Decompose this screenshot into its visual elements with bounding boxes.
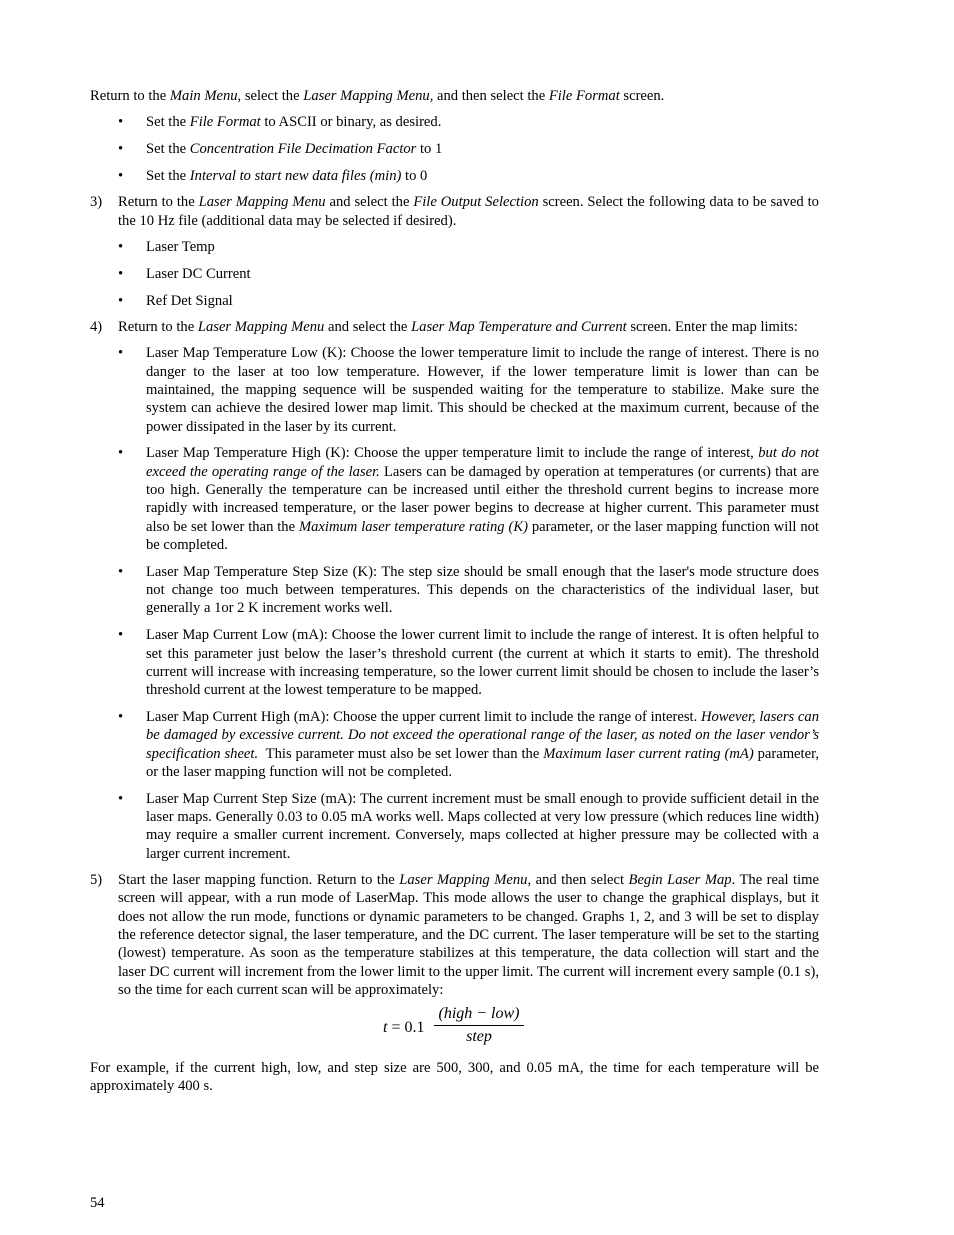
page-number: 54 [90,1195,105,1211]
bullet-icon: • [118,445,124,462]
step-text: Return to the [118,319,198,336]
step-number: 4) [90,319,103,336]
list-item [90,238,819,256]
bullet-text: to ASCII or binary, as desired. [260,114,442,131]
closing-paragraph: For example, if the current high, low, and step size are 500, 300, and 0.05 mA, the time for each temperature will be approximately 400 s. [90,1060,819,1095]
current-low-text: Laser Map Current Low (mA): Choose the lower current limit to include the range of interest. It is often helpful to set this parameter just below the laser’s threshold current (the current at which it starts to emit). The threshold current will increase with increasing temperature, so the lower current limit should be chosen to include the laser’s threshold current at the lowest temperature to be mapped. [146,627,819,699]
bullet-icon: • [118,265,124,282]
bullet-icon: • [118,238,124,255]
list-item [90,113,819,131]
fraction [434,1005,524,1047]
list-item [90,444,819,554]
bullet-icon: • [118,114,124,131]
step-3-text [118,193,819,230]
bullet-icon: • [118,168,124,185]
intro-text-4: screen. [619,88,665,104]
file-format-bullets [90,113,819,185]
list-item [90,167,819,185]
laser-mapping-menu-ref: Laser Mapping Menu [197,319,325,336]
step-text: Start the laser mapping function. Return to the [118,872,400,889]
bullet-text: Set the [146,114,190,131]
step-text: screen. Select the following data to be saved to the 10 Hz file (additional data may be selected if desired). [118,194,819,229]
step-text: screen. Enter the map limits: [626,319,798,336]
step-text: , and then select [527,872,629,889]
bullet-text: Ref Det Signal [146,292,233,309]
list-item [90,292,819,310]
bullet-text: Laser DC Current [146,265,251,282]
warning-italic: but do not exceed the operating range of the laser. [146,445,819,480]
warning-italic: However, lasers can be damaged by excessive current. Do not exceed the operational range of the laser, as noted on the laser vendor’s specification sheet. [146,709,820,762]
list-item [90,140,819,158]
page-body [90,87,819,1096]
bullet-text: Lasers can be damaged by operation at temperatures (or currents) that are too high. Generally the temperature can be increased until either the threshold current begins to increase more rapidly with increased temperature, or the laser power begins to decrease at higher current. This parameter must also be set lower than the [146,463,820,535]
bullet-icon: • [118,563,124,580]
step-number: 5) [90,872,103,889]
bullet-text: Set the [146,168,190,185]
step-3 [90,193,819,230]
bullet-icon: • [118,141,124,158]
step-4 [90,318,819,336]
bullet-icon: • [118,345,124,362]
laser-mapping-menu-ref: Laser Mapping Menu [399,872,528,889]
bullet-italic: File Format [189,114,261,131]
intro-text-1: Return to the [90,88,170,104]
laser-map-temp-current-ref: Laser Map Temperature and Current [411,319,627,336]
current-high-text [146,708,819,781]
bullet-icon: • [118,627,124,644]
list-item [90,708,819,781]
max-temp-rating-ref: Maximum laser temperature rating (K) [298,518,528,535]
bullet-text: Laser Map Current High (mA): Choose the upper current limit to include the range of interest. [146,709,701,726]
step-text: and select the [324,319,412,336]
bullet-text: This parameter must also be set lower than the [258,745,544,762]
step-5 [90,871,819,999]
intro-paragraph [90,87,819,105]
bullet-icon: • [118,790,124,807]
temp-low-text: Laser Map Temperature Low (K): Choose the lower temperature limit to include the range of interest. There is no danger to the laser at too low temperature. However, if the lower temperature limit is lower than can be maintained, the mapping sequence will be suspended waiting for the temperature to stabilize. Make sure the system can achieve the desired lower map limit. This should be checked at the maximum current, because of the power dissipated in the laser by its current. [146,345,819,435]
coefficient: 0.1 [404,1019,425,1037]
intro-text-2: , select the [237,88,304,104]
variable-t: t [383,1019,388,1037]
denominator: step [466,1028,492,1046]
step-4-text [118,318,819,336]
list-item [90,265,819,283]
max-current-rating-ref: Maximum laser current rating (mA) [543,745,754,762]
file-format-ref: File Format [548,88,620,104]
numerator: (high − low) [434,1005,524,1026]
bullet-icon: • [118,709,124,726]
equation-lhs [383,1019,424,1037]
begin-laser-map-ref: Begin Laser Map [628,872,732,889]
step-number: 3) [90,194,103,211]
laser-mapping-menu-ref: Laser Mapping Menu [198,194,326,211]
bullet-italic: Interval to start new data files (min) [189,168,402,185]
output-data-bullets [90,238,819,310]
current-step-text: Laser Map Current Step Size (mA): The current increment must be small enough to provide sufficient detail in the laser maps. Generally 0.03 to 0.05 mA works well. Maps collected at very low pressure (which reduces line width) may require a smaller current increment. Conversely, maps collected at higher pressure may be collected with a larger current increment. [146,790,819,862]
bullet-text: Set the [146,141,190,158]
laser-mapping-menu-ref: Laser Mapping Menu [303,88,430,104]
intro-text-3: , and then select the [429,88,549,104]
bullet-text: parameter, or the laser mapping function will not be completed. [146,518,819,553]
list-item [90,790,819,863]
step-text: and select the [325,194,414,211]
bullet-icon: • [118,292,124,309]
list-item [90,344,819,435]
step-5-text [118,871,819,999]
list-item [90,626,819,699]
step-text: Return to the [118,194,199,211]
time-formula [90,1005,819,1055]
temp-step-text: Laser Map Temperature Step Size (K): The step size should be small enough that the laser's mode structure does not change too much between temperatures. This depends on the characteristics of the individual laser, but generally a 1or 2 K increment works well. [146,563,819,617]
temp-high-text [146,444,819,554]
step-text: . The real time screen will appear, with a run mode of LaserMap. This mode allows the user to change the graphical displays, but it does not allow the run mode, functions or dynamic parameters to be changed. Graphs 1, 2, and 3 will be set to display the reference detector signal, the laser temperature, and the DC current. The laser temperature will be set to the starting (lowest) temperature. As soon as the temperature stabilizes at this temperature, the data collection will start and the laser DC current will increment from the lower limit to the upper limit. The current will increment every sample (0.1 s), so the time for each current scan will be approximately: [118,872,819,998]
main-menu-ref: Main Menu [169,88,238,104]
bullet-text: Laser Temp [146,238,215,255]
equals-sign: = [387,1019,405,1037]
bullet-text: parameter, or the laser mapping function will not be completed. [146,745,819,780]
list-item [90,563,819,618]
bullet-text: to 0 [401,168,428,185]
bullet-italic: Concentration File Decimation Factor [189,141,417,158]
bullet-text: to 1 [416,141,443,158]
file-output-selection-ref: File Output Selection [413,194,539,211]
map-limit-bullets [90,344,819,863]
bullet-text: Laser Map Temperature High (K): Choose the upper temperature limit to include the range of interest, [146,445,759,462]
